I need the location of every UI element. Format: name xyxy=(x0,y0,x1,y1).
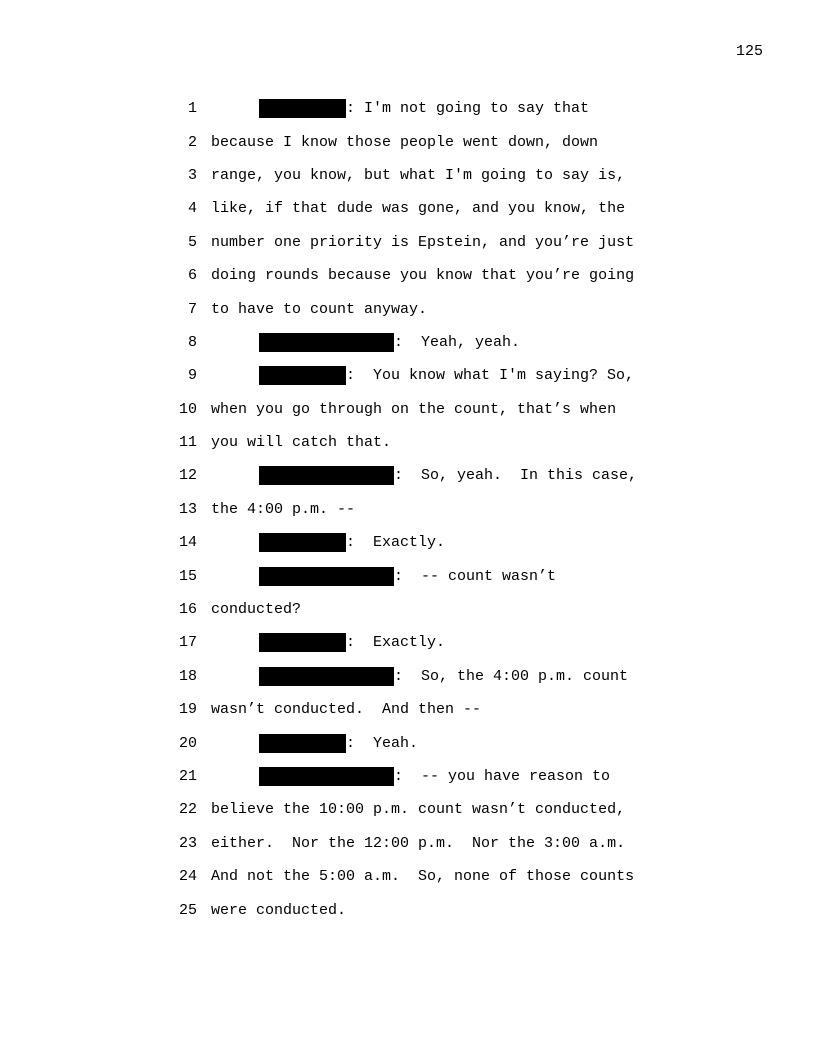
line-text: : You know what I'm saying? So, xyxy=(346,367,635,385)
line-text-wrap xyxy=(211,501,355,518)
line-text: : -- count wasn’t xyxy=(394,567,557,585)
line-number: 17 xyxy=(178,634,197,652)
line-text-wrap xyxy=(211,134,598,151)
line-number: 24 xyxy=(178,868,197,886)
transcript-line xyxy=(170,92,690,125)
line-text: the 4:00 p.m. -- xyxy=(211,500,356,518)
line-number: 12 xyxy=(178,467,197,485)
line-text-wrap xyxy=(211,434,391,451)
line-text-wrap xyxy=(211,200,625,217)
line-number: 10 xyxy=(178,400,197,418)
line-text: either. Nor the 12:00 p.m. Nor the 3:00 a.m. xyxy=(211,834,626,852)
line-text: you will catch that. xyxy=(211,434,392,452)
transcript-line xyxy=(170,493,690,526)
transcript-line xyxy=(170,760,690,793)
line-text: And not the 5:00 a.m. So, none of those counts xyxy=(211,868,635,886)
line-text-wrap xyxy=(211,801,625,818)
transcript-line xyxy=(170,593,690,626)
redacted-speaker-name xyxy=(259,466,394,485)
speaker-line xyxy=(259,767,610,786)
line-text-wrap xyxy=(211,902,346,919)
line-number: 18 xyxy=(178,667,197,685)
speaker-line xyxy=(259,466,637,485)
line-text: conducted? xyxy=(211,601,302,619)
line-number: 16 xyxy=(178,601,197,619)
transcript-line xyxy=(170,860,690,893)
line-number: 20 xyxy=(178,734,197,752)
line-number: 19 xyxy=(178,701,197,719)
line-text: like, if that dude was gone, and you know, the xyxy=(211,200,626,218)
speaker-line xyxy=(259,99,589,118)
line-text: were conducted. xyxy=(211,901,347,919)
speaker-line xyxy=(259,366,634,385)
line-text-wrap xyxy=(211,167,625,184)
line-text-wrap xyxy=(211,868,634,885)
transcript-line xyxy=(170,827,690,860)
line-text-wrap xyxy=(211,301,427,318)
line-text: : -- you have reason to xyxy=(394,768,611,785)
transcript-line xyxy=(170,125,690,158)
line-number: 7 xyxy=(187,300,197,318)
speaker-line xyxy=(259,533,445,552)
line-number: 21 xyxy=(178,768,197,785)
line-text: : Exactly. xyxy=(346,534,446,552)
speaker-line xyxy=(259,567,556,586)
line-text: : So, yeah. In this case, xyxy=(394,467,638,485)
line-text-wrap xyxy=(211,701,481,718)
line-text-wrap xyxy=(211,234,634,251)
transcript-line xyxy=(170,159,690,192)
redacted-speaker-name xyxy=(259,734,346,753)
line-text: wasn’t conducted. And then -- xyxy=(211,701,482,719)
transcript-line xyxy=(170,226,690,259)
line-number: 13 xyxy=(178,500,197,518)
line-number: 11 xyxy=(178,434,197,452)
line-text: number one priority is Epstein, and you’re just xyxy=(211,233,635,251)
transcript-lines xyxy=(170,92,690,927)
line-number: 4 xyxy=(187,200,197,218)
transcript-line xyxy=(170,259,690,292)
line-number: 22 xyxy=(178,801,197,819)
line-number: 8 xyxy=(187,333,197,351)
line-number: 5 xyxy=(187,233,197,251)
line-number: 6 xyxy=(187,267,197,285)
transcript-line xyxy=(170,626,690,659)
line-text: range, you know, but what I'm going to say is, xyxy=(211,166,626,184)
transcript-line xyxy=(170,292,690,325)
redacted-speaker-name xyxy=(259,567,394,586)
speaker-line xyxy=(259,333,520,352)
line-text: because I know those people went down, down xyxy=(211,133,599,151)
line-text-wrap xyxy=(211,601,301,618)
redacted-speaker-name xyxy=(259,366,346,385)
line-text: : I'm not going to say that xyxy=(346,100,590,118)
speaker-line xyxy=(259,667,628,686)
line-text-wrap xyxy=(211,401,616,418)
transcript-line xyxy=(170,526,690,559)
transcript-line xyxy=(170,326,690,359)
transcript-line xyxy=(170,426,690,459)
line-text: when you go through on the count, that’s when xyxy=(211,400,617,418)
transcript-line xyxy=(170,393,690,426)
redacted-speaker-name xyxy=(259,767,394,786)
line-number: 15 xyxy=(178,567,197,585)
line-text-wrap xyxy=(211,835,625,852)
line-number: 23 xyxy=(178,834,197,852)
line-text: : Yeah. xyxy=(346,734,419,752)
transcript-line xyxy=(170,459,690,492)
line-text: believe the 10:00 p.m. count wasn’t conducted, xyxy=(211,801,626,819)
line-text: : Exactly. xyxy=(346,634,446,652)
transcript-line xyxy=(170,893,690,926)
line-number: 2 xyxy=(187,133,197,151)
redacted-speaker-name xyxy=(259,633,346,652)
line-text: : Yeah, yeah. xyxy=(394,333,521,351)
speaker-line xyxy=(259,633,445,652)
line-number: 3 xyxy=(187,166,197,184)
redacted-speaker-name xyxy=(259,667,394,686)
transcript-line xyxy=(170,693,690,726)
transcript-line xyxy=(170,660,690,693)
line-number: 1 xyxy=(187,100,197,118)
page-number: 125 xyxy=(735,43,763,60)
speaker-line xyxy=(259,734,418,753)
redacted-speaker-name xyxy=(259,533,346,552)
transcript-line xyxy=(170,726,690,759)
line-number: 25 xyxy=(178,901,197,919)
line-text-wrap xyxy=(211,267,634,284)
line-number: 9 xyxy=(187,367,197,385)
transcript-line xyxy=(170,192,690,225)
transcript-line xyxy=(170,359,690,392)
line-text: doing rounds because you know that you’re going xyxy=(211,267,635,285)
transcript-line xyxy=(170,793,690,826)
transcript-line xyxy=(170,559,690,592)
line-text: : So, the 4:00 p.m. count xyxy=(394,667,629,685)
line-text: to have to count anyway. xyxy=(211,300,428,318)
line-number: 14 xyxy=(178,534,197,552)
redacted-speaker-name xyxy=(259,99,346,118)
redacted-speaker-name xyxy=(259,333,394,352)
